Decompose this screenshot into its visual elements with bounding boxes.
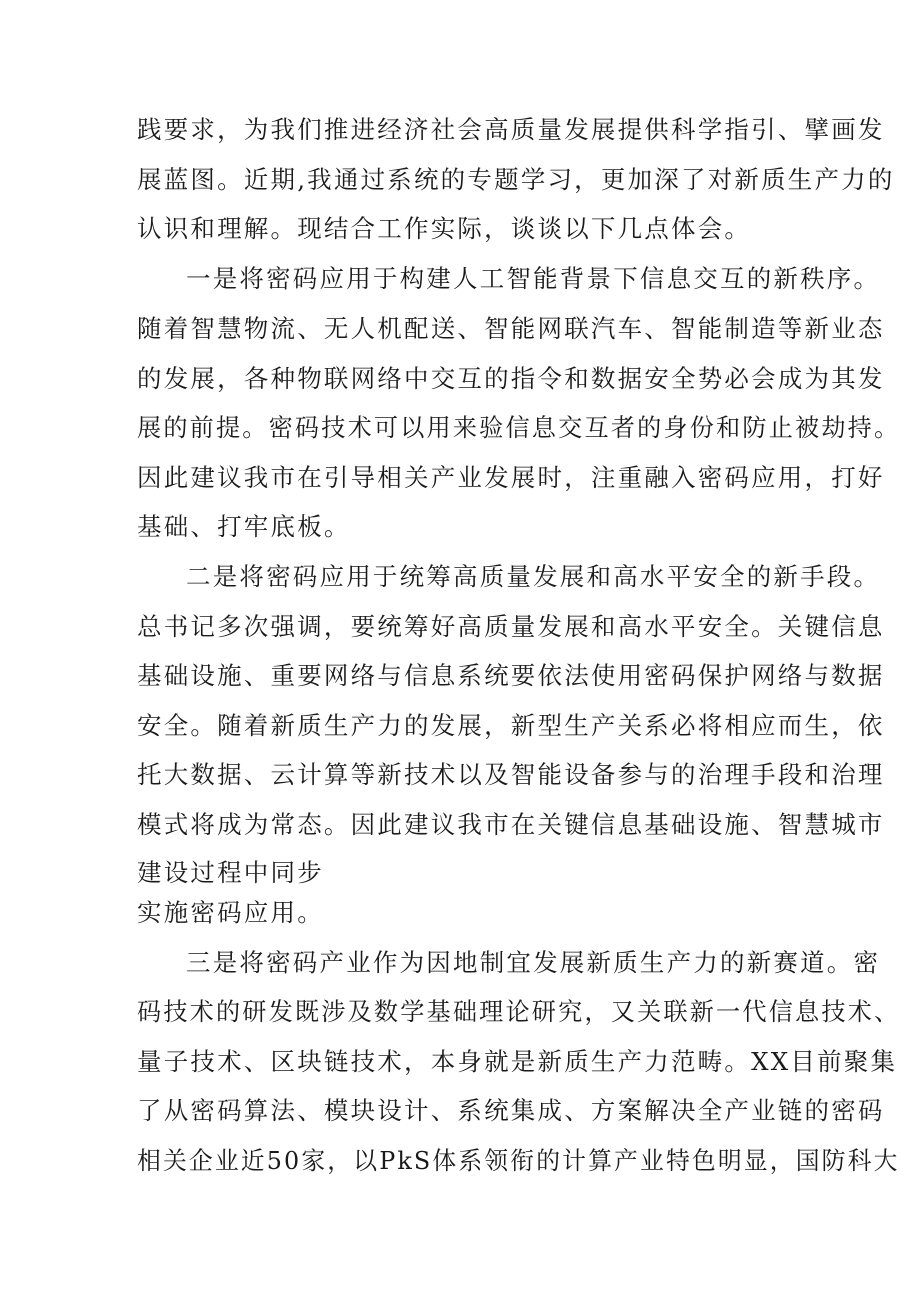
text-line-9: 基础、打牢底板。: [137, 512, 351, 541]
text-line-13: 安全。随着新质生产力的发展，新型生产关系必将相应而生，依: [137, 711, 885, 740]
text-line-22: 相关企业近50家，以PkS体系领衔的计算产业特色明显，国防科大: [137, 1146, 900, 1175]
text-line-2: 展蓝图。近期,我通过系统的专题学习，更加深了对新质生产力的: [137, 165, 895, 194]
text-line-12: 基础设施、重要网络与信息系统要依法使用密码保护网络与数据: [137, 661, 885, 690]
text-line-15: 模式将成为常态。因此建议我市在关键信息基础设施、智慧城市: [137, 810, 885, 839]
text-line-17: 实施密码应用。: [137, 898, 324, 927]
text-line-18: 三是将密码产业作为因地制宜发展新质生产力的新赛道。密: [186, 948, 881, 977]
text-line-4: 一是将密码应用于构建人工智能背景下信息交互的新秩序。: [186, 264, 881, 293]
text-line-19: 码技术的研发既涉及数学基础理论研究，又关联新一代信息技术、: [137, 997, 901, 1026]
text-line-8: 因此建议我市在引导相关产业发展时，注重融入密码应用，打好: [137, 463, 885, 492]
text-line-1: 践要求，为我们推进经济社会高质量发展提供科学指引、擘画发: [137, 115, 885, 144]
text-line-6: 的发展，各种物联网络中交互的指令和数据安全势必会成为其发: [137, 364, 885, 393]
text-line-5: 随着智慧物流、无人机配送、智能网联汽车、智能制造等新业态: [137, 314, 885, 343]
text-line-11: 总书记多次强调，要统筹好高质量发展和高水平安全。关键信息: [137, 612, 885, 641]
text-line-20: 量子技术、区块链技术，本身就是新质生产力范畴。XX目前聚集: [137, 1047, 898, 1076]
text-line-21: 了从密码算法、模块设计、系统集成、方案解决全产业链的密码: [137, 1096, 885, 1125]
text-line-16: 建设过程中同步: [137, 858, 324, 887]
text-line-7: 展的前提。密码技术可以用来验信息交互者的身份和防止被劫持。: [137, 413, 901, 442]
text-line-10: 二是将密码应用于统筹高质量发展和高水平安全的新手段。: [186, 562, 881, 591]
text-line-14: 托大数据、云计算等新技术以及智能设备参与的治理手段和治理: [137, 760, 885, 789]
text-line-3: 认识和理解。现结合工作实际，谈谈以下几点体会。: [137, 214, 752, 243]
